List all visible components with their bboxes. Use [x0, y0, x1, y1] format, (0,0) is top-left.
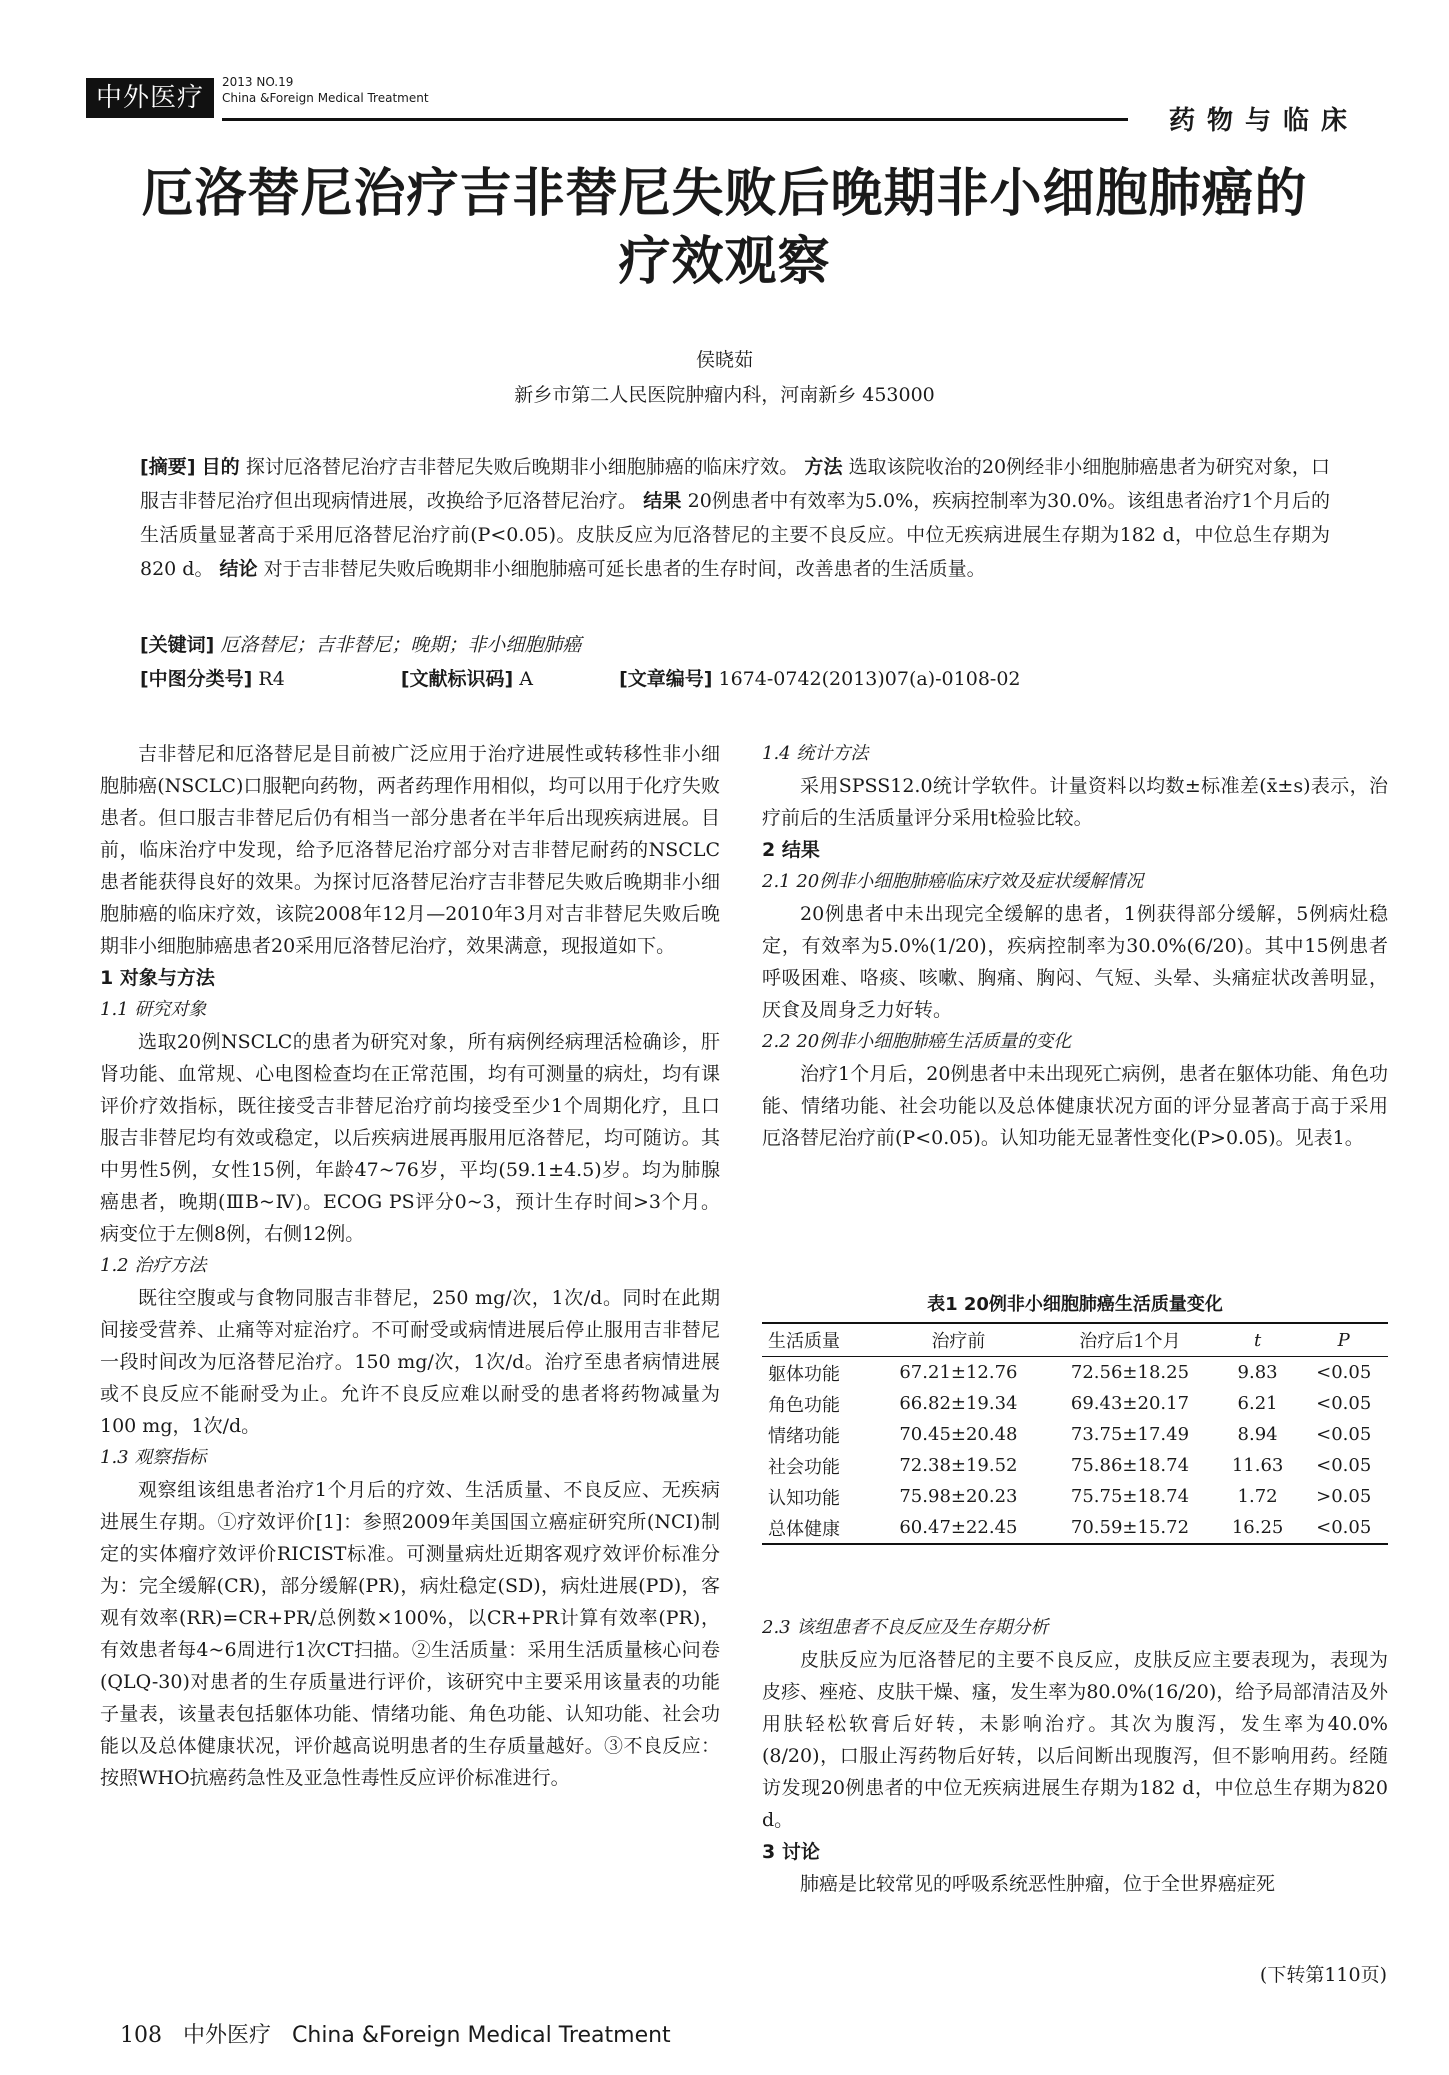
continued-note: (下转第110页) — [1259, 1964, 1387, 1986]
intro-paragraph: 吉非替尼和厄洛替尼是目前被广泛应用于治疗进展性或转移性非小细胞肺癌(NSCLC)口服靶向药物，两者药理作用相似，均可以用于化疗失败患者。但口服吉非替尼后仍有相当一部分患者在半年后出现疾病进展。目前，临床治疗中发现，给予厄洛替尼治疗部分对吉非替尼耐药的NSCLC患者能获得良好的效果。为探讨厄洛替尼治疗吉非替尼失败后晚期非小细胞肺癌的临床疗效，该院2008年12月—2010年3月对吉非替尼失败后晚期非小细胞肺癌患者20采用厄洛替尼治疗，效果满意，现报道如下。 — [100, 743, 720, 957]
heading-results: 2 结果 — [762, 839, 820, 861]
table-cell: 躯体功能 — [768, 1363, 840, 1385]
clc-label: [中图分类号] — [140, 668, 253, 690]
table-cell: 72.56±18.25 — [1070, 1362, 1190, 1383]
affiliation: 新乡市第二人民医院肿瘤内科，河南新乡 453000 — [514, 384, 935, 406]
clc-value: R4 — [258, 668, 285, 690]
article-no-label: [文章编号] — [619, 668, 713, 690]
table-row — [762, 1388, 1388, 1419]
article-title — [60, 160, 1389, 296]
table-cell: 9.83 — [1237, 1362, 1278, 1383]
section-name: 药物与临床 — [1168, 106, 1359, 136]
table-cell: 16.25 — [1216, 1512, 1300, 1544]
table-header-row — [762, 1323, 1388, 1357]
issue-info — [222, 74, 429, 106]
table-cell: 67.21±12.76 — [899, 1362, 1018, 1383]
discussion-paragraph: 肺癌是比较常见的呼吸系统恶性肿瘤，位于全世界癌症死 — [800, 1873, 1276, 1895]
table-cell: <0.05 — [1316, 1424, 1372, 1445]
doc-code-value: A — [519, 668, 534, 690]
results-label: 结果 — [643, 490, 682, 512]
table-cell: 75.98±20.23 — [899, 1486, 1018, 1507]
table-cell: 75.75±18.74 — [1070, 1486, 1190, 1507]
table-cell: 总体健康 — [762, 1512, 873, 1544]
keywords-text: 厄洛替尼；吉非替尼；晚期；非小细胞肺癌 — [220, 634, 582, 656]
title-line-2: 疗效观察 — [618, 231, 831, 292]
table-cell: 11.63 — [1231, 1455, 1284, 1476]
page-footer — [120, 2018, 685, 2049]
heading-treatment: 1.2 治疗方法 — [100, 1255, 207, 1276]
table-cell: <0.05 — [1316, 1393, 1372, 1414]
methods-label: 方法 — [804, 456, 843, 478]
table-cell: 8.94 — [1237, 1424, 1278, 1445]
table-cell: 情绪功能 — [768, 1425, 840, 1447]
table-cell: 66.82±19.34 — [899, 1393, 1018, 1414]
heading-indicators: 1.3 观察指标 — [100, 1447, 207, 1468]
methods-text: 选取该院收治的20例经非小细胞肺癌患者为研究对象，口服吉非替尼治疗但出现病情进展，改换给予厄洛替尼治疗。 — [140, 456, 1330, 512]
quality-of-life-table — [762, 1322, 1388, 1545]
objective-label: 目的 — [201, 456, 240, 478]
journal-logo: 中外医疗 — [86, 78, 214, 118]
author: 侯晓茹 — [695, 349, 753, 371]
table-header-cell: t — [1216, 1323, 1300, 1357]
journal-english-name: China &Foreign Medical Treatment — [222, 91, 429, 105]
classification-row — [140, 662, 1330, 696]
table-row — [762, 1481, 1388, 1512]
conclusion-text: 对于吉非替尼失败后晚期非小细胞肺癌可延长患者的生存时间，改善患者的生活质量。 — [263, 558, 986, 580]
heading-discussion: 3 讨论 — [762, 1841, 820, 1863]
efficacy-paragraph: 20例患者中未出现完全缓解的患者，1例获得部分缓解，5例病灶稳定，有效率为5.0%(1/20)，疾病控制率为30.0%(6/20)。其中15例患者呼吸困难、咯痰、咳嗽、胸痛、胸闷、气短、头晕、头痛症状改善明显，厌食及周身乏力好转。 — [762, 903, 1388, 1021]
table-row — [762, 1450, 1388, 1481]
subjects-paragraph: 选取20例NSCLC的患者为研究对象，所有病例经病理活检确诊，肝肾功能、血常规、心电图检查均在正常范围，均有可测量的病灶，均有课评价疗效指标，既往接受吉非替尼治疗前均接受至少1个周期化疗，且口服吉非替尼均有效或稳定，以后疾病进展再服用厄洛替尼，均可随访。其中男性5例，女性15例，年龄47~76岁，平均(59.1±4.5)岁。均为肺腺癌患者，晚期(ⅢB~Ⅳ)。ECOG PS评分0~3，预计生存时间>3个月。病变位于左侧8例，右侧12例。 — [100, 1031, 720, 1245]
table-row — [762, 1512, 1388, 1544]
table-row — [762, 1357, 1388, 1389]
header-rule — [222, 118, 1128, 121]
right-column-bottom — [762, 1612, 1388, 1900]
left-column — [100, 738, 720, 1794]
heading-subjects: 1.1 研究对象 — [100, 999, 207, 1020]
article-no-value: 1674-0742(2013)07(a)-0108-02 — [718, 668, 1021, 690]
table-cell: 角色功能 — [768, 1394, 840, 1416]
heading-statistics: 1.4 统计方法 — [762, 743, 869, 764]
table-cell: 60.47±22.45 — [873, 1512, 1045, 1544]
abstract-label: [摘要] — [140, 456, 196, 478]
footer-journal-en: China &Foreign Medical Treatment — [292, 2023, 671, 2048]
indicators-paragraph: 观察组该组患者治疗1个月后的疗效、生活质量、不良反应、无疾病进展生存期。①疗效评价[1]：参照2009年美国国立癌症研究所(NCI)制定的实体瘤疗效评价RICIST标准。可测量病灶近期客观疗效评价标准分为：完全缓解(CR)，部分缓解(PR)，病灶稳定(SD)，病灶进展(PD)，客观有效率(RR)=CR+PR/总例数×100%，以CR+PR计算有效率(PR)，有效患者每4~6周进行1次CT扫描。②生活质量：采用生活质量核心问卷(QLQ-30)对患者的生存质量进行评价，该研究中主要采用该量表的功能子量表，该量表包括躯体功能、情绪功能、角色功能、认知功能、社会功能以及总体健康状况，评价越高说明患者的生存质量越好。③不良反应：按照WHO抗癌药急性及亚急性毒性反应评价标准进行。 — [100, 1479, 720, 1789]
table-cell: 73.75±17.49 — [1070, 1424, 1190, 1445]
heading-efficacy: 2.1 20例非小细胞肺癌临床疗效及症状缓解情况 — [762, 871, 1144, 892]
footer-journal-cn: 中外医疗 — [183, 2023, 272, 2048]
table-header-cell: 治疗后1个月 — [1044, 1323, 1216, 1357]
heading-methods: 1 对象与方法 — [100, 967, 215, 989]
keywords-label: [关键词] — [140, 634, 215, 656]
conclusion-label: 结论 — [219, 558, 258, 580]
page-number: 108 — [120, 2023, 162, 2048]
title-line-1: 厄洛替尼治疗吉非替尼失败后晚期非小细胞肺癌的 — [141, 163, 1308, 224]
heading-quality-of-life: 2.2 20例非小细胞肺癌生活质量的变化 — [762, 1031, 1072, 1052]
table-cell: <0.05 — [1316, 1455, 1372, 1476]
doc-code-label: [文献标识码] — [400, 668, 514, 690]
abstract — [140, 450, 1330, 586]
table-row — [762, 1419, 1388, 1450]
statistics-paragraph: 采用SPSS12.0统计学软件。计量资料以均数±标准差(x̄±s)表示，治疗前后的生活质量评分采用t检验比较。 — [762, 775, 1388, 829]
right-column-top — [762, 738, 1388, 1154]
table-cell: 1.72 — [1237, 1486, 1278, 1507]
table-header-cell: P — [1299, 1323, 1388, 1357]
table-cell: >0.05 — [1316, 1486, 1372, 1507]
quality-of-life-paragraph: 治疗1个月后，20例患者中未出现死亡病例，患者在躯体功能、角色功能、情绪功能、社会功能以及总体健康状况方面的评分显著高于高于采用厄洛替尼治疗前(P<0.05)。认知功能无显著性变化(P>0.05)。见表1。 — [762, 1063, 1388, 1149]
keywords — [140, 628, 1330, 662]
heading-adverse-reactions: 2.3 该组患者不良反应及生存期分析 — [762, 1617, 1049, 1638]
objective-text: 探讨厄洛替尼治疗吉非替尼失败后晚期非小细胞肺癌的临床疗效。 — [245, 456, 799, 478]
table-cell: <0.05 — [1316, 1362, 1372, 1383]
table-header-cell: 生活质量 — [762, 1323, 873, 1357]
table-cell: 72.38±19.52 — [899, 1455, 1018, 1476]
table-cell: 70.45±20.48 — [899, 1424, 1018, 1445]
results-text: 20例患者中有效率为5.0%，疾病控制率为30.0%。该组患者治疗1个月后的生活质量显著高于采用厄洛替尼治疗前(P<0.05)。皮肤反应为厄洛替尼的主要不良反应。中位无疾病进展生存期为182 d，中位总生存期为820 d。 — [140, 490, 1330, 580]
table-cell: 社会功能 — [768, 1456, 840, 1478]
table-cell: <0.05 — [1299, 1512, 1388, 1544]
table-cell: 69.43±20.17 — [1070, 1393, 1190, 1414]
treatment-paragraph: 既往空腹或与食物同服吉非替尼，250 mg/次，1次/d。同时在此期间接受营养、止痛等对症治疗。不可耐受或病情进展后停止服用吉非替尼一段时间改为厄洛替尼治疗。150 mg/次，1次/d。治疗至患者病情进展或不良反应不能耐受为止。允许不良反应难以耐受的患者将药物减量为100 mg，1次/d。 — [100, 1287, 720, 1437]
table-cell: 认知功能 — [768, 1487, 840, 1509]
issue-number: 2013 NO.19 — [222, 75, 294, 89]
table-cell: 75.86±18.74 — [1070, 1455, 1190, 1476]
table-cell: 70.59±15.72 — [1044, 1512, 1216, 1544]
adverse-reactions-paragraph: 皮肤反应为厄洛替尼的主要不良反应，皮肤反应主要表现为，表现为皮疹、痤疮、皮肤干燥、瘙，发生率为80.0%(16/20)，给予局部清洁及外用肤轻松软膏后好转，未影响治疗。其次为腹泻，发生率为40.0%(8/20)，口服止泻药物后好转，以后间断出现腹泻，但不影响用药。经随访发现20例患者的中位无疾病进展生存期为182 d，中位总生存期为820 d。 — [762, 1649, 1388, 1831]
table-caption: 表1 20例非小细胞肺癌生活质量变化 — [927, 1294, 1223, 1315]
table-cell: 6.21 — [1237, 1393, 1278, 1414]
table-header-cell: 治疗前 — [873, 1323, 1045, 1357]
